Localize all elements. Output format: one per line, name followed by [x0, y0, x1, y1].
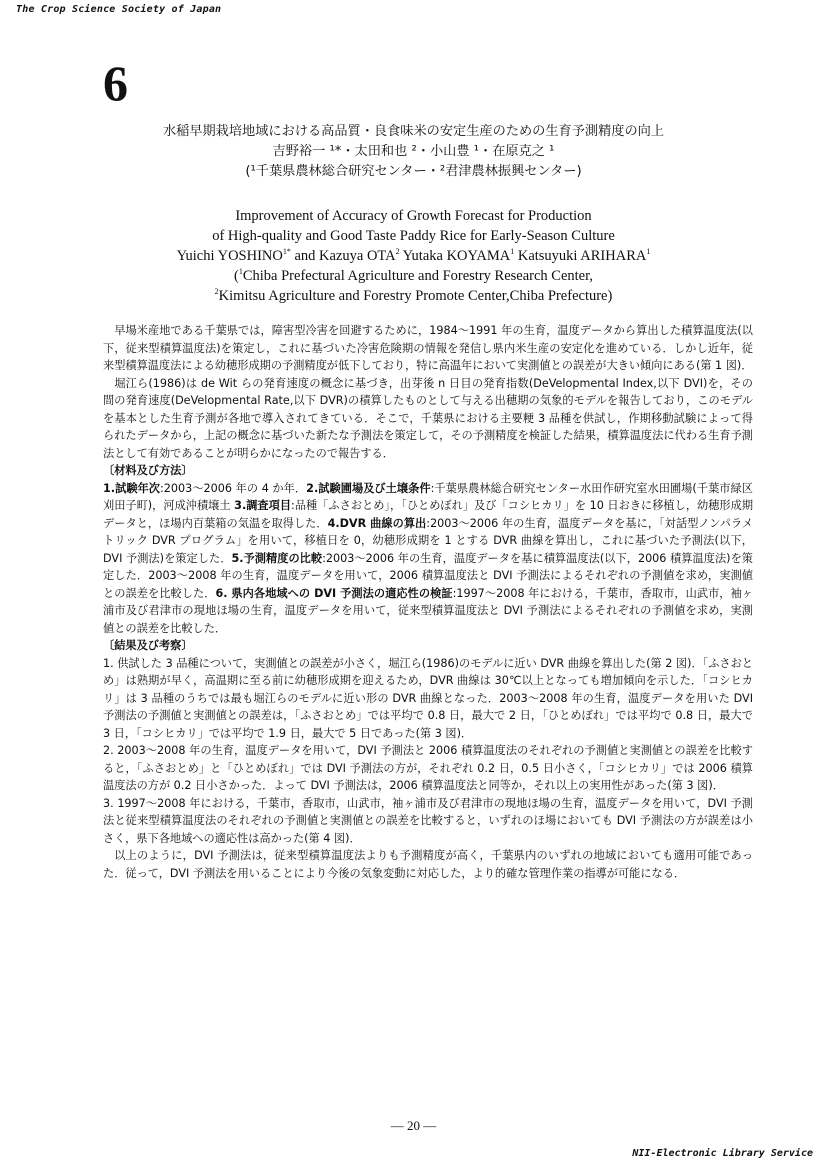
methods-heading: 〔材料及び方法〕 [103, 464, 193, 477]
affiliation-jp: (¹千葉県農林総合研究センター・²君津農林振興センター) [245, 164, 582, 179]
affil-en-2: Kimitsu Agriculture and Forestry Promote Center,Chiba Prefecture) [218, 288, 613, 304]
conclusion-paragraph: 以上のように，DVI 予測法は，従来型積算温度法よりも予測精度が高く，千葉県内のいずれの地域においても適用可能であった．従って，DVI 予測法を用いることにより今後の気象変動に対応した，より的確な管理作業の指導が可能になる． [103, 849, 753, 880]
affil-en-2-sup: 2 [214, 287, 219, 297]
methods-label-5: 5.予測精度の比較 [231, 551, 323, 565]
japanese-title-block [80, 122, 747, 182]
results-item-2: 2. 2003～2008 年の生育，温度データを用いて，DVI 予測法と 2006 積算温度法のそれぞれの予測値と実測値との誤差を比較すると，「ふさおとめ」と「ひとめぼれ」では DVI 予測法の方が，それぞれ 0.2 日，0.5 日小さく，「コシヒカリ」では 2006 積算温度法の方が 0.2 日小さかった．よって DVI 予測法は，2006 積算温度法と同等か，それ以上の実用性があった(第 3 図)． [103, 744, 753, 792]
authors-jp: 吉野裕一 ¹*・太田和也 ²・小山豊 ¹・在原克之 ¹ [272, 144, 555, 159]
author-en-1: Yuichi YOSHINO [176, 248, 283, 264]
affil-en-1: Chiba Prefectural Agriculture and Forestry Research Center, [242, 268, 593, 284]
results-item-1: 1. 供試した 3 品種について，実測値との誤差が小さく，堀江ら(1986)のモデルに近い DVR 曲線を算出した(第 2 図)．「ふさおとめ」は熟期が早く，高温期に至る前に幼穂形成期を迎えるため，DVR 曲線は 30℃以上となっても増加傾向を示した．「コシヒカリ」は 3 品種のうちでは最も堀江らのモデルに近い形の DVR 曲線となった．2003～2008 年の生育，温度データを用いた DVI 予測法の予測値と実測値との誤差は，「ふさおとめ」では平均で 0.8 日，最大で 2 日，「ひとめぼれ」では平均で 0.8 日，最大で 3 日，「コシヒカリ」では平均で 1.9 日，最大で 5 日であった(第 3 図)． [103, 656, 753, 740]
author-en-3: Yutaka KOYAMA [399, 248, 511, 264]
affiliation-en-line1: ($^1$Chiba Prefectural Agriculture and Forestry Research Center, [234, 267, 593, 284]
methods-text-4: :2003～2006 年の生育，温度データを基に，「対話型ノンパラメトリック DVR プログラム」を用いて，移植日を 0，幼穂形成期を 1 とする DVR 曲線を算出し，これに基づいた予測法(以下，DVI 予測法)を策定した． [103, 516, 753, 565]
methods-label-3: 3.調査項目 [234, 499, 292, 512]
affiliation-en-line2 [60, 286, 767, 306]
society-header: The Crop Science Society of Japan [16, 4, 222, 15]
author-en-4-sup: 1 [646, 247, 651, 257]
english-title-block [60, 206, 767, 306]
author-en-3-sup: 1 [510, 247, 515, 257]
author-en-4: Katsuyuki ARIHARA [514, 248, 647, 264]
service-footer: NII-Electronic Library Service [632, 1148, 813, 1159]
authors-en [60, 246, 767, 266]
page-number: — 20 — [390, 1118, 437, 1133]
title-en-line1: Improvement of Accuracy of Growth Forecast for Production [235, 208, 592, 224]
methods-text-5: :2003～2006 年の生育，温度データを基に積算温度法(以下，2006 積算温度法)を策定した．2003～2008 年の生育，温度データを用いて，2006 積算温度法と DVI 予測法によるそれぞれの予測値を求め，実測値との誤差を比較した． [103, 551, 753, 600]
intro-paragraph-1: 早場米産地である千葉県では，障害型冷害を回避するために，1984～1991 年の生育，温度データから算出した積算温度法(以下，従来型積算温度法)を策定し，これに基づいた冷害危険期の情報を発信し県内米生産の安定化を進めている．しかし近年，従来型積算温度法による幼穂形成期の予測精度が低下しており，特に高温年において実測値との誤差が大きい傾向にある(第 1 図)． [103, 324, 753, 372]
author-en-2-sup: 2 [395, 247, 400, 257]
author-en-2: and Kazuya OTA [290, 248, 396, 264]
methods-paragraph [103, 480, 753, 638]
methods-text-3: :品種「ふさおとめ」，「ひとめぼれ」及び「コシヒカリ」を 10 日おきに移植し，幼穂形成期データと，ほ場内百葉箱の気温を取得した． [103, 499, 754, 530]
methods-text-1: :2003～2006 年の 4 か年． [160, 481, 307, 495]
methods-label-2: 2.試験圃場及び土壌条件 [306, 481, 431, 495]
body-text [103, 322, 753, 882]
methods-text-2: :千葉県農林総合研究センター水田作研究室水田圃場(千葉市緑区刈田子町)，河成沖積壌土 [103, 481, 753, 512]
paper-number: 6 [103, 55, 128, 111]
intro-paragraph-2: 堀江ら(1986)は de Wit らの発育速度の概念に基づき，出芽後 n 日目の発育指数(DeVelopmental Index,以下 DVI)を，その間の発育速度(DeVelopmental Rate,以下 DVR)の積算したものとして与える出穂期の気象的モデルを報告しており，このモデルを基本とした生育予測が各地で導入されてきている．そこで，千葉県における主要粳 3 品種を供試し，作期移動試験によって得られたデータから，上記の概念に基づいた新たな予測法を策定して，その予測精度を検証した結果，積算温度法に代わる生育予測法として有効であることが明らかになったので報告する． [103, 376, 753, 460]
methods-label-1: 1.試験年次 [103, 481, 161, 495]
results-heading: 〔結果及び考察〕 [103, 639, 193, 652]
results-item-3: 3. 1997～2008 年における，千葉市，香取市，山武市，袖ヶ浦市及び君津市の現地ほ場の生育，温度データを用いて，DVI 予測法と従来型積算温度法のそれぞれの予測値と実測値との誤差を比較すると，いずれのほ場においても DVI 予測法の方が誤差は小さく，県下各地域への適応性は高かった(第 4 図)． [103, 796, 753, 845]
title-en-line2: of High-quality and Good Taste Paddy Rice for Early-Season Culture [212, 228, 615, 244]
affil-en-1-sup: 1 [238, 267, 243, 277]
author-en-1-sup: 1* [282, 247, 291, 257]
methods-label-6: 6. 県内各地域への DVI 予測法の適応性の検証 [215, 586, 453, 600]
title-jp: 水稲早期栽培地域における高品質・良食味米の安定生産のための生育予測精度の向上 [162, 124, 665, 139]
methods-label-4: 4.DVR 曲線の算出 [327, 516, 427, 530]
methods-text-6: :1997～2008 年における，千葉市，香取市，山武市，袖ヶ浦市及び君津市の現地ほ場の生育，温度データを用いて，従来型積算温度法と DVI 予測法によるそれぞれの予測値を求め，実測値との誤差を比較した． [103, 586, 753, 635]
